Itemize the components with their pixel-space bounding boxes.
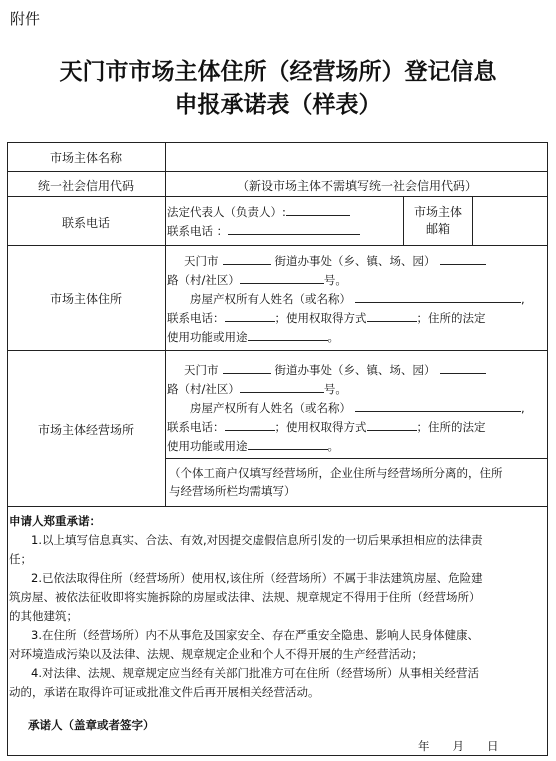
legal-rep-field[interactable] <box>286 202 350 216</box>
entity-name-label: 市场主体名称 <box>49 151 122 165</box>
street-field[interactable] <box>440 251 486 265</box>
pledge-item: 对环境造成污染以及法律、法规、规章规定企业和个人不得开展的生产经营活动； <box>9 647 423 661</box>
email-field[interactable] <box>473 197 547 244</box>
right-way-field[interactable] <box>367 308 417 322</box>
pledge-item: 1.以上填写信息真实、合法、有效,对因提交虚假信息所引发的一切后果承担相应的法律责 <box>31 533 483 547</box>
pledge-item: 4.对法律、法规、规章规定应当经有关部门批准方可在住所（经营场所）从事相关经营活 <box>31 666 479 680</box>
credit-code-note: （新设市场主体不需填写统一社会信用代码） <box>236 179 477 193</box>
use-function-field[interactable] <box>248 327 328 341</box>
attachment-label: 附件 <box>10 10 41 28</box>
business-note: （个体工商户仅填写经营场所，企业住所与经营场所分离的，住所 与经营场所栏均需填写） <box>169 466 503 498</box>
pledge-item: 3.在住所（经营场所）内不从事危及国家安全、存在严重安全隐患、影响人民身体健康、 <box>31 628 479 642</box>
sign-date: 年 月 日 <box>418 739 499 753</box>
right-way-field[interactable] <box>367 417 417 431</box>
contact-phone-line: 联系电话 ： <box>167 221 360 240</box>
page-title: 天门市市场主体住所（经营场所）登记信息 <box>59 58 497 85</box>
row-divider <box>7 171 548 172</box>
pledge-item: 的其他建筑； <box>9 609 78 623</box>
owner-phone-field[interactable] <box>225 308 275 322</box>
owner-field[interactable] <box>355 398 521 412</box>
business-place-label: 市场主体经营场所 <box>37 423 134 437</box>
pledge-item: 动的，承诺在取得许可证或批准文件后再开展相关经营活动。 <box>9 685 320 699</box>
road-field[interactable] <box>240 270 324 284</box>
pledge-item: 2.已依法取得住所（经营场所）使用权,该住所（经营场所）不属于非法建筑房屋、危险建 <box>31 571 483 585</box>
page-subtitle: 申报承诺表（样表） <box>174 91 382 118</box>
owner-field[interactable] <box>355 289 521 303</box>
row-divider <box>165 458 548 459</box>
contact-label: 联系电话 <box>61 216 110 230</box>
use-function-field[interactable] <box>248 436 328 450</box>
signer-label: 承诺人（盖章或者签字） <box>28 718 155 732</box>
contact-phone-field[interactable] <box>228 221 360 235</box>
legal-rep-line: 法定代表人（负责人）: <box>167 202 350 221</box>
row-divider <box>7 245 548 246</box>
row-divider <box>7 350 548 351</box>
pledge-item: 筑房屋、被依法征收即将实施拆除的房屋或法律、法规、规章规定不得用于住所（经营场所） <box>9 590 481 604</box>
pledge-item: 任； <box>9 552 32 566</box>
street-field[interactable] <box>440 360 486 374</box>
city-district-field[interactable] <box>223 251 271 265</box>
credit-code-label: 统一社会信用代码 <box>37 179 134 193</box>
city-district-field[interactable] <box>223 360 271 374</box>
row-divider <box>7 506 548 507</box>
road-field[interactable] <box>240 379 324 393</box>
pledge-title: 申请人郑重承诺： <box>9 514 101 528</box>
column-divider <box>165 142 166 506</box>
residence-label: 市场主体住所 <box>49 292 122 306</box>
row-divider <box>7 196 548 197</box>
pledge-section <box>9 512 545 702</box>
email-label: 市场主体 邮箱 <box>413 205 462 236</box>
owner-phone-field[interactable] <box>225 417 275 431</box>
